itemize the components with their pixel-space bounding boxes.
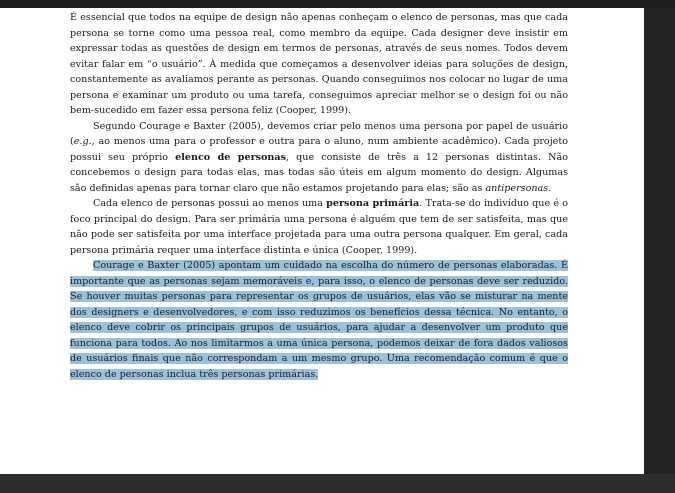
term-persona-primaria: persona primária [326, 198, 420, 209]
paragraph-3-part-a: Cada elenco de personas possui ao menos uma [93, 198, 327, 209]
paragraph-2-part-b: , ao menos uma para o professor e outra para o aluno, num ambiente acadêmico). Cada projeto possui seu próprio [70, 136, 568, 163]
viewer-bottom-bar [0, 474, 675, 493]
paragraph-2[interactable] [70, 119, 568, 197]
eg-abbreviation: e.g. [73, 136, 92, 147]
selected-text-highlight[interactable]: Courage e Baxter (2005) apontam um cuidado na escolha do número de personas elaboradas. É importante que as personas sejam memoráveis e, para isso, o elenco de personas deve ser reduzido. Se houver muitas personas para representar os grupos de usuários, elas vão se misturar na mente dos designers e desenvolvedores, e com isso reduzimos os benefícios dessa técnica. No entanto, o elenco deve cobrir os principais grupos de usuários, para ajudar a desenvolver um produto que funciona para todos. Ao nos limitarmos a uma única persona, podemos deixar de fora dados valiosos de usuários finais que não correspondam a um mesmo grupo. Uma recomendação comum é que o elenco de personas inclua três personas primárias. [70, 260, 568, 380]
paragraph-1[interactable]: É essencial que todos na equipe de design não apenas conheçam o elenco de personas, mas que cada persona se torne como uma pessoa real, como membro da equipe. Cada designer deve insistir em expressar todas as questões de design em termos de personas, através de seus nomes. Todos devem evitar falar em “o usuário”. À medida que começamos a desenvolver ideias para soluções de design, constantemente as avaliamos perante as personas. Quando conseguimos nos colocar no lugar de uma persona e examinar um produto ou uma tarefa, conseguimos apreciar melhor se o design foi ou não bem-sucedido em fazer essa persona feliz (Cooper, 1999). [70, 12, 568, 116]
viewer-top-bar [0, 0, 675, 8]
document-body[interactable] [70, 10, 568, 382]
paragraph-2-part-d: . [548, 182, 552, 194]
paragraph-2-part-a: Segundo Courage e Baxter (2005), devemos criar pelo menos uma persona por papel de usuário ( [70, 120, 568, 147]
paragraph-4-selected[interactable] [70, 258, 568, 382]
term-elenco-de-personas: elenco de personas [175, 151, 287, 163]
paragraph-3[interactable] [70, 196, 568, 258]
paragraph-3-part-b: . Trata-se do indivíduo que é o foco principal do design. Para ser primária uma persona é alguém que tem de ser satisfeita, mas que não pode ser satisfeita por uma interface projetada para uma outra persona qualquer. Em geral, cada persona primária requer uma interface distinta e única (Cooper, 1999). [70, 198, 568, 256]
document-page[interactable] [0, 8, 644, 474]
term-antipersonas: antipersonas [485, 182, 549, 194]
viewer-right-margin [644, 8, 675, 474]
paragraph-2-part-c: , que consiste de três a 12 personas distintas. Não concebemos o design para todas elas, mas todas são úteis em algum momento do design. Algumas são definidas apenas para tornar claro que não estamos projetando para elas; são as [70, 151, 568, 194]
